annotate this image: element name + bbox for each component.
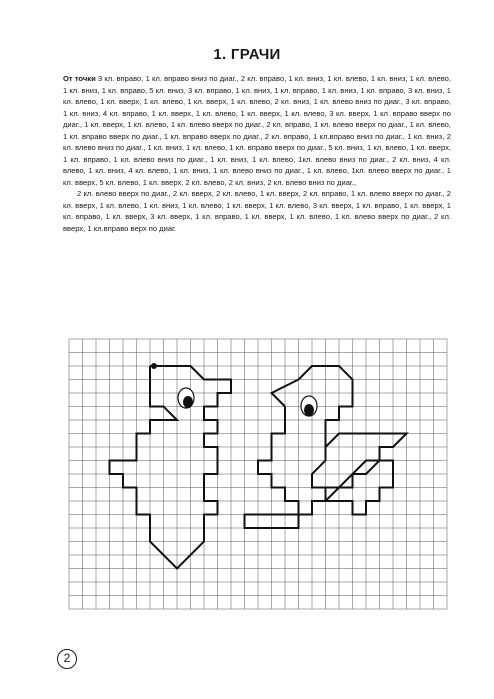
left-bird-eye	[178, 388, 194, 408]
page-number: 2	[57, 649, 77, 669]
instructions-paragraph-2: 2 кл. влево вверх по диаг., 2 кл. вверх, 2 кл. влево, 1 кл. вверх, 2 кл. вправо, 1 кл. влево вверх по диаг., 2 кл. вверх, 1 кл. влево, 1 кл. вниз, 1 кл. влево, 1 кл. вверх, 1 кл. влево, 3 кл. вверх, 1 кл. вправо, 1 кл. вверх, 1 кл. вправо, 1 кл. вверх, 3 кл. вверх, 1 кл. вправо, 1 кл. вверх, 1 кл. влево, 1 кл. влево вверх по диаг., 2 кл. вверх, 1 кл.вправо верх по диаг.	[63, 189, 451, 233]
left-rook-drawing	[110, 366, 232, 569]
page-title: 1. ГРАЧИ	[213, 46, 281, 63]
left-bird-outline	[110, 366, 232, 569]
instructions-paragraph-1: 3 кл. вправо, 1 кл. вправо вниз по диаг., 2 кл. вправо, 1 кл. вниз, 1 кл. влево, 1 кл. вниз, 1 кл. влево, 1 кл. вниз, 1 кл. вправо, 5 кл. вниз, 3 кл. вправо, 1 кл. вниз, 1 кл. вправо, 1 кл. вниз, 1 кл. вправо, 3 кл. вниз, 1 кл. влево, 1 кл. вверх, 1 кл. влево, 1 кл. вверх, 1 кл. влево, 2 кл. вниз, 1 кл. влево вниз по диаг., 3 кл. вправо, 1 кл. вниз, 4 кл. вправо, 1 кл. вверх, 1 кл. влево, 1 кл. вверх, 1 кл. влево, 3 кл. вверх, 1 кл. вправо вверх по диаг., 1 кл. вверх, 1 кл. влево, 1 кл. влево вверх по диаг., 2 кл. вправо, 1 кл. влево вверх по диаг., 1 кл. влево, 1 кл. вправо вверх по диаг., 1 кл. вправо вверх по диаг., 2 кл. вправо, 1 кл.вправо вниз по диаг., 1 кл. вниз, 2 кл. влево вниз по диаг., 1 кл. вниз, 1 кл. влево, 1 кл. вправо вверх по диаг., 5 кл. вниз, 1 кл. влево, 1 кл. вверх, 1 кл. вправо, 1 кл. влево вниз по диаг., 1 кл. вниз, 1 кл. влево, 1кл. влево вниз по диаг., 2 кл. вниз, 4 кл. влево, 1 кл. вниз, 4 кл. влево, 1 кл. вниз, 1 кл. влево вниз по диаг., 1 кл. влево, 1кл. влево вверх по диаг., 1 кл. вверх, 5 кл. влево, 1 кл. вверх, 2 кл. влево, 2 кл. вниз, 2 кл. влево вниз по диаг.,	[63, 74, 451, 187]
instructions-lead: От точки	[63, 74, 96, 83]
right-bird-eye	[301, 396, 317, 416]
start-dot	[151, 363, 157, 369]
